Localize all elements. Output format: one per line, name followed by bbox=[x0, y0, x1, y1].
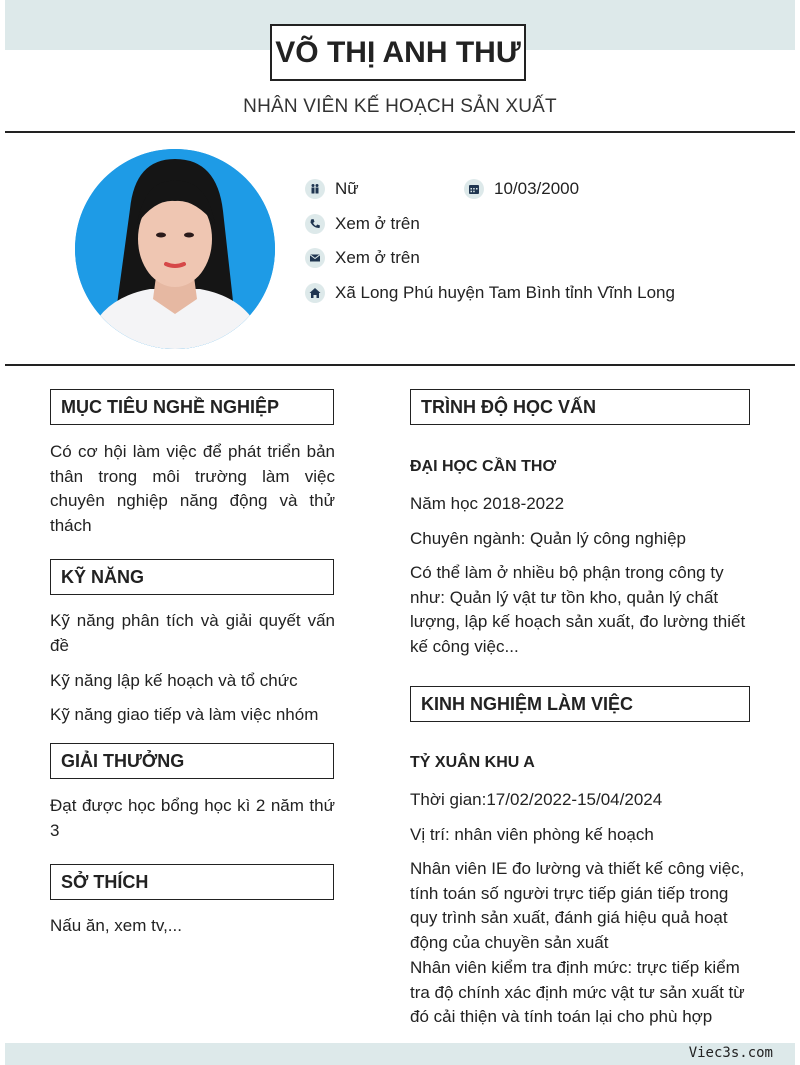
gender-icon bbox=[305, 179, 325, 199]
candidate-name: VÕ THỊ ANH THƯ bbox=[270, 24, 526, 81]
gender-row bbox=[305, 179, 359, 199]
hobbies-heading: SỞ THÍCH bbox=[50, 864, 334, 900]
phone-icon bbox=[305, 214, 325, 234]
job-title: NHÂN VIÊN KẾ HOẠCH SẢN XUẤT bbox=[243, 96, 557, 117]
portrait-illustration bbox=[75, 149, 275, 349]
divider-middle bbox=[5, 364, 795, 366]
education-heading: TRÌNH ĐỘ HỌC VẤN bbox=[410, 389, 750, 425]
address-value: Xã Long Phú huyện Tam Bình tỉnh Vĩnh Long bbox=[335, 283, 675, 302]
bottom-band bbox=[5, 1043, 795, 1065]
address-row bbox=[305, 283, 675, 303]
objective-heading: MỤC TIÊU NGHỀ NGHIỆP bbox=[50, 389, 334, 425]
birthdate-row bbox=[464, 179, 579, 199]
education-years: Năm học 2018-2022 bbox=[410, 494, 565, 513]
hobbies-text: Nấu ăn, xem tv,... bbox=[50, 916, 182, 935]
awards-heading: GIẢI THƯỞNG bbox=[50, 743, 334, 779]
email-row bbox=[305, 248, 420, 268]
phone-value: Xem ở trên bbox=[335, 214, 420, 233]
awards-text: Đạt được học bổng học kì 2 năm thứ 3 bbox=[50, 796, 335, 840]
avatar bbox=[75, 149, 275, 349]
birthdate-value: 10/03/2000 bbox=[494, 179, 580, 198]
experience-period: Thời gian:17/02/2022-15/04/2024 bbox=[410, 790, 663, 809]
education-major: Chuyên ngành: Quản lý công nghiệp bbox=[410, 529, 686, 548]
home-icon bbox=[305, 283, 325, 303]
objective-text: Có cơ hội làm việc để phát triển bản thân trong môi trường làm việc chuyên nghiệp năng động và thử thách bbox=[50, 442, 335, 535]
experience-company: TỶ XUÂN KHU A bbox=[410, 754, 535, 771]
email-value: Xem ở trên bbox=[335, 248, 420, 267]
skill-item: Kỹ năng phân tích và giải quyết vấn đề bbox=[50, 611, 335, 655]
phone-row bbox=[305, 214, 420, 234]
experience-position: Vị trí: nhân viên phòng kế hoạch bbox=[410, 825, 654, 844]
gender-value: Nữ bbox=[335, 179, 359, 198]
envelope-icon bbox=[305, 248, 325, 268]
skills-heading: KỸ NĂNG bbox=[50, 559, 334, 595]
experience-duty: Nhân viên kiểm tra định mức: trực tiếp kiểm tra độ chính xác định mức vật tư sản xuất từ đó cải thiện và tính toán lại cho phù hợp bbox=[410, 958, 745, 1026]
calendar-icon bbox=[464, 179, 484, 199]
education-school: ĐẠI HỌC CẦN THƠ bbox=[410, 458, 557, 475]
divider-top bbox=[5, 131, 795, 133]
education-description: Có thể làm ở nhiều bộ phận trong công ty như: Quản lý vật tư tồn kho, quản lý chất lượng, lập kế hoạch sản xuất, đo lường thiết kế công việc... bbox=[410, 563, 746, 656]
skill-item: Kỹ năng giao tiếp và làm việc nhóm bbox=[50, 705, 319, 724]
footer-brand: Viec3s.com bbox=[688, 1045, 773, 1061]
experience-heading: KINH NGHIỆM LÀM VIỆC bbox=[410, 686, 750, 722]
experience-duty: Nhân viên IE đo lường và thiết kế công việc, tính toán số người trực tiếp gián tiếp trong quy trình sản xuất, đánh giá hiệu quả hoạt động của chuyền sản xuất bbox=[410, 859, 745, 952]
skill-item: Kỹ năng lập kế hoạch và tổ chức bbox=[50, 671, 298, 690]
